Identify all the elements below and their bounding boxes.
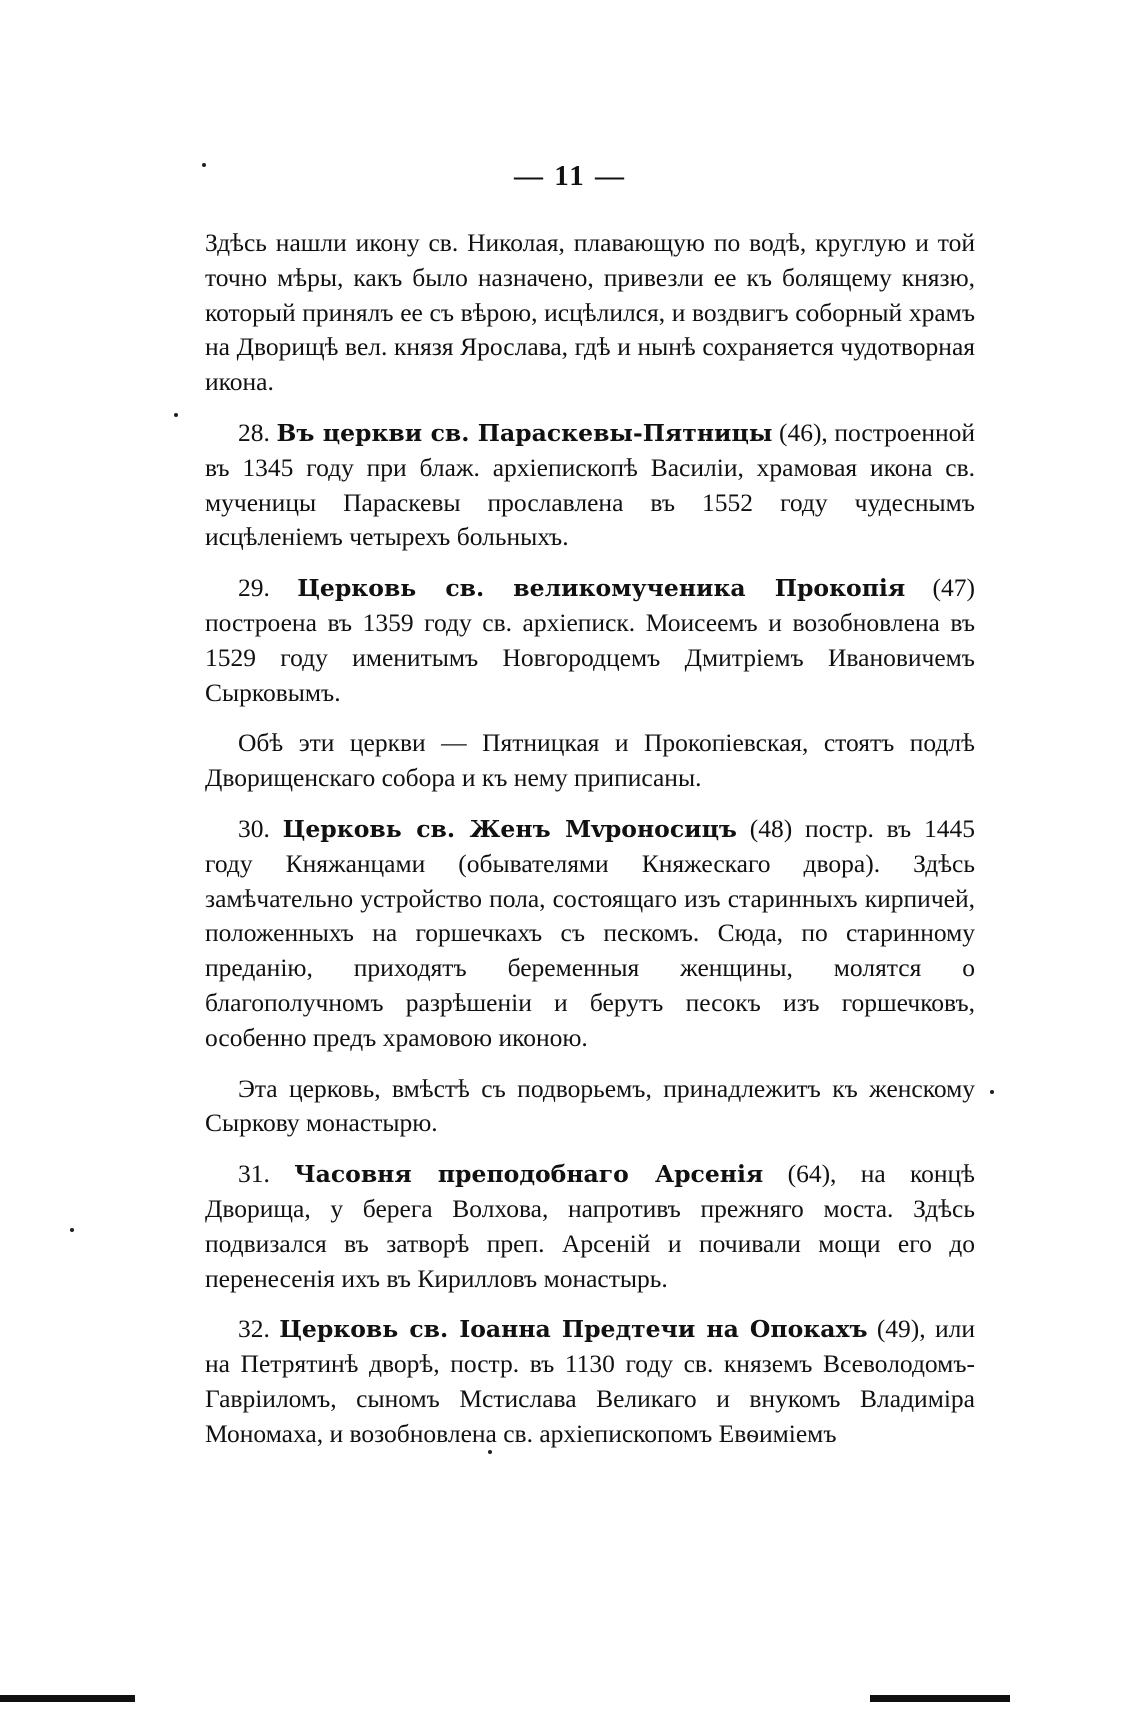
paragraph-note-churches: Обѣ эти церкви — Пятницкая и Прокопіевская, стоятъ подлѣ Дворищенскаго собора и къ нему приписаны. [205, 728, 975, 793]
print-speck [70, 1228, 74, 1232]
entry-title: Церковь св. Женъ Мvроносицъ [282, 814, 737, 843]
entry-28 [205, 416, 975, 555]
entry-number: 32. [238, 1314, 270, 1344]
page-number: — 11 — [514, 160, 626, 192]
entry-number: 31. [238, 1159, 270, 1189]
bottom-rule-left [0, 1695, 135, 1702]
entry-text: (49), или на Петрятинѣ дворѣ, постр. въ 1130 году св. княземъ Всеволодомъ-Гавріиломъ, сыномъ Мстислава Великаго и внукомъ Владиміра Мономаха, и возобновлена св. архіепископомъ Евѳиміемъ [205, 1314, 975, 1448]
print-speck [990, 1090, 994, 1094]
entry-number: 28. [238, 417, 270, 447]
print-speck [488, 1450, 492, 1454]
entry-title: Церковь св. великомученика Прокопія [297, 574, 906, 603]
page-body [205, 226, 975, 1468]
print-speck [202, 163, 206, 167]
entry-text: (47) построена въ 1359 году св. архіеписк. Моисеемъ и возобновлена въ 1529 году именитымъ Новгородцемъ Дмитріемъ Ивановичемъ Сырковымъ. [205, 573, 976, 707]
entry-text: (48) постр. въ 1445 году Княжанцами (обывателями Княжескаго двора). Здѣсь замѣчательно устройство пола, состоящаго изъ старинныхъ кирпичей, положенныхъ на горшечкахъ съ пескомъ. Сюда, по старинному преданію, приходятъ беременныя женщины, молятся о благополучномъ разрѣшеніи и берутъ песокъ изъ горшечковъ, особенно предъ храмовою иконою. [205, 813, 975, 1052]
entry-title: Церковь св. Іоанна Предтечи на Опокахъ [279, 1315, 868, 1344]
entry-title: Въ церкви св. Параскевы-Пятницы [276, 418, 773, 447]
print-speck [174, 413, 178, 417]
entry-32 [205, 1312, 975, 1451]
paragraph-continuation: Здѣсь нашли икону св. Николая, плавающую по водѣ, круглую и той точно мѣры, какъ было назначено, привезли ее къ болящему князю, который принялъ ее съ вѣрою, исцѣлился, и воздвигъ соборный храмъ на Дворищѣ вел. князя Ярослава, гдѣ и нынѣ сохраняется чудотворная икона. [205, 228, 975, 397]
bottom-rule-right [870, 1695, 1010, 1702]
paragraph-note-monastery: Эта церковь, вмѣстѣ съ подворьемъ, принадлежитъ къ женскому Сыркову монастырю. [205, 1073, 975, 1138]
entry-number: 30. [238, 813, 270, 843]
entry-text: (46), построенной въ 1345 году при блаж. архіепископѣ Василіи, храмовая икона св. мученицы Параскевы прославлена въ 1552 году чудеснымъ исцѣленіемъ четырехъ больныхъ. [205, 417, 976, 552]
entry-text: (64), на концѣ Дворища, у берега Волхова, напротивъ прежняго моста. Здѣсь подвизался въ затворѣ преп. Арсеній и почивали мощи его до перенесенія ихъ въ Кирилловъ монастырь. [205, 1159, 975, 1293]
entry-title: Часовня преподобнаго Арсенія [294, 1160, 764, 1189]
entry-31 [205, 1157, 975, 1296]
entry-29 [205, 571, 975, 710]
entry-number: 29. [238, 573, 270, 603]
entry-30 [205, 812, 975, 1056]
